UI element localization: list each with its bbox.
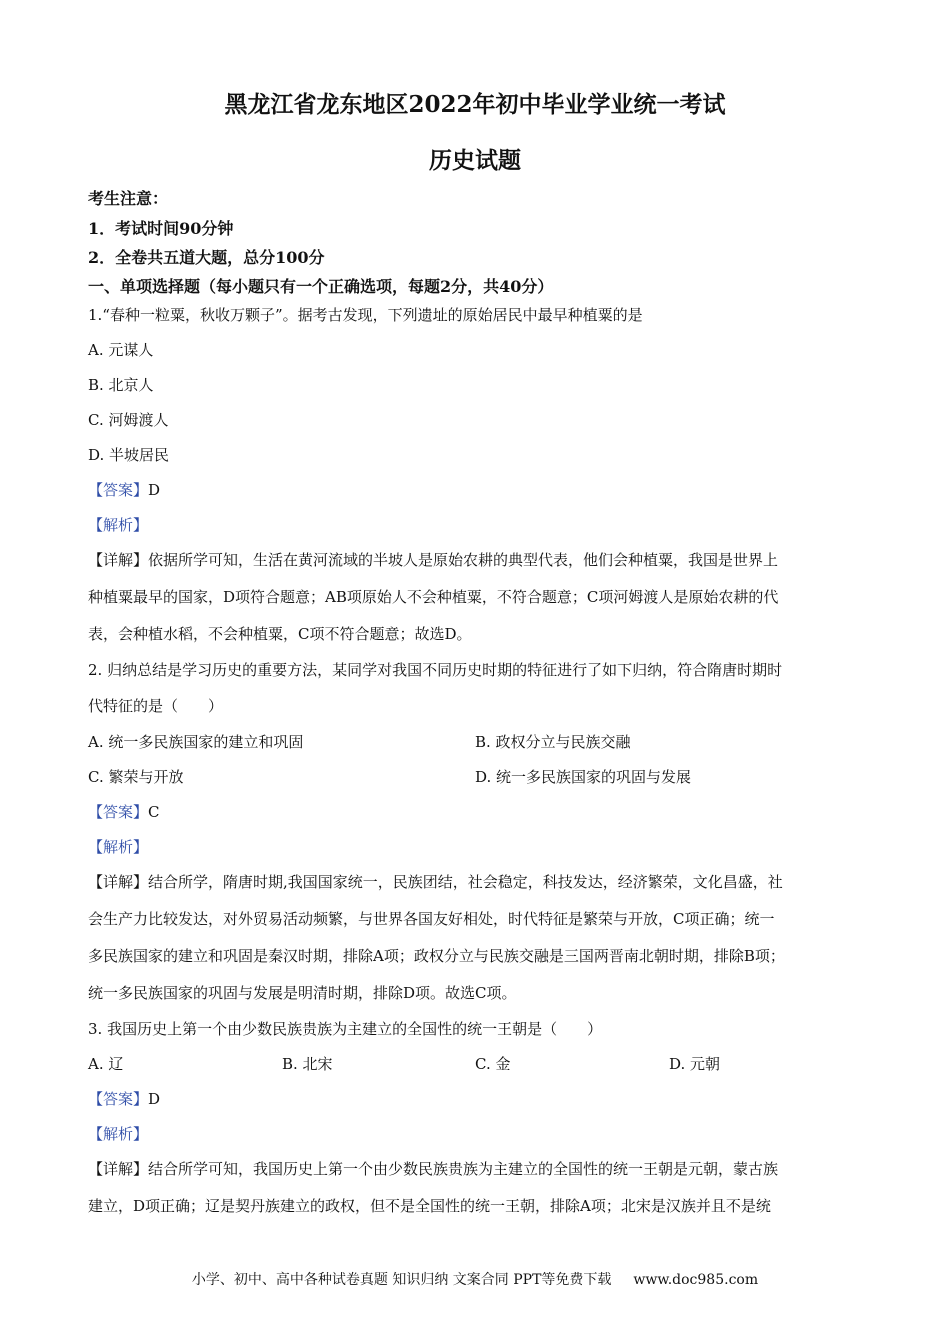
detail-text: 结合所学可知，我国历史上第一个由少数民族贵族为主建立的全国性的统一王朝是元朝，蒙古族 — [148, 1160, 779, 1178]
question-3-option-d: D. 元朝 — [669, 1055, 721, 1073]
question-2-detail-line-4: 统一多民族国家的巩固与发展是明清时期，排除D项。故选C项。 — [88, 984, 517, 1002]
question-1-detail-line-3: 表，会种植水稻，不会种植粟，C项不符合题意；故选D。 — [88, 625, 472, 643]
notice-item-1: 1．考试时间90分钟 — [88, 219, 234, 238]
detail-label: 【详解】 — [88, 551, 149, 569]
page-subtitle: 历史试题 — [429, 147, 521, 174]
question-3-option-b: B. 北宋 — [282, 1055, 333, 1073]
question-1-stem: 1.“春种一粒粟，秋收万颗子”。据考古发现，下列遗址的原始居民中最早种植粟的是 — [88, 306, 643, 324]
question-3-detail — [88, 1158, 778, 1179]
question-1-option-a: A. 元谋人 — [88, 341, 154, 359]
answer-label: 【答案】 — [88, 481, 149, 499]
question-3-option-a: A. 辽 — [88, 1055, 124, 1073]
question-1-detail-line-2: 种植粟最早的国家，D项符合题意；AB项原始人不会种植粟，不符合题意；C项河姆渡人是原始农耕的代 — [88, 588, 779, 606]
question-2-analysis-label: 【解析】 — [88, 838, 149, 856]
question-3-option-c: C. 金 — [475, 1055, 511, 1073]
detail-label: 【详解】 — [88, 1160, 149, 1178]
question-2-option-b: B. 政权分立与民族交融 — [475, 733, 631, 751]
detail-text: 结合所学，隋唐时期,我国国家统一，民族团结，社会稳定，科技发达，经济繁荣，文化昌盛，社 — [148, 873, 783, 891]
question-1-option-c: C. 河姆渡人 — [88, 411, 169, 429]
question-2-stem: 2. 归纳总结是学习历史的重要方法，某同学对我国不同历史时期的特征进行了如下归纳，符合隋唐时期时 — [88, 661, 783, 679]
question-3-analysis-label: 【解析】 — [88, 1125, 149, 1143]
question-2-option-d: D. 统一多民族国家的巩固与发展 — [475, 768, 692, 786]
question-1-analysis-label: 【解析】 — [88, 516, 149, 534]
question-1-option-b: B. 北京人 — [88, 376, 154, 394]
detail-label: 【详解】 — [88, 873, 149, 891]
answer-label: 【答案】 — [88, 803, 149, 821]
answer-value: D — [148, 481, 161, 499]
question-2-detail — [88, 871, 783, 892]
question-1-detail — [88, 549, 778, 570]
question-3-answer — [88, 1088, 160, 1109]
page-footer — [0, 1269, 950, 1289]
question-3-detail-line-2: 建立，D项正确；辽是契丹族建立的政权，但不是全国性的统一王朝，排除A项；北宋是汉族并且不是统 — [88, 1197, 771, 1215]
question-2-option-c: C. 繁荣与开放 — [88, 768, 184, 786]
question-2-stem-line-2: 代特征的是（ ） — [88, 697, 224, 715]
answer-value: C — [148, 803, 160, 821]
question-2-detail-line-3: 多民族国家的建立和巩固是秦汉时期，排除A项；政权分立与民族交融是三国两晋南北朝时期，排除B项； — [88, 947, 785, 965]
question-2-option-a: A. 统一多民族国家的建立和巩固 — [88, 733, 304, 751]
detail-text: 依据所学可知，生活在黄河流域的半坡人是原始农耕的典型代表，他们会种植粟，我国是世界上 — [148, 551, 779, 569]
section-heading: 一、单项选择题（每小题只有一个正确选项，每题2分，共40分） — [88, 277, 554, 296]
question-1-option-d: D. 半坡居民 — [88, 446, 170, 464]
answer-label: 【答案】 — [88, 1090, 149, 1108]
question-2-answer — [88, 801, 160, 822]
answer-value: D — [148, 1090, 161, 1108]
notice-item-2: 2．全卷共五道大题，总分100分 — [88, 248, 325, 267]
footer-text: 小学、初中、高中各种试卷真题 知识归纳 文案合同 PPT等免费下载 — [191, 1272, 612, 1288]
question-3-stem: 3. 我国历史上第一个由少数民族贵族为主建立的全国性的统一王朝是（ ） — [88, 1020, 603, 1038]
question-1-answer — [88, 479, 160, 500]
page-title: 黑龙江省龙东地区2022年初中毕业学业统一考试 — [224, 91, 726, 118]
footer-url[interactable]: www.doc985.com — [633, 1272, 759, 1288]
notice-heading: 考生注意： — [88, 189, 169, 208]
question-2-detail-line-2: 会生产力比较发达，对外贸易活动频繁，与世界各国友好相处，时代特征是繁荣与开放，C项正确；统一 — [88, 910, 775, 928]
